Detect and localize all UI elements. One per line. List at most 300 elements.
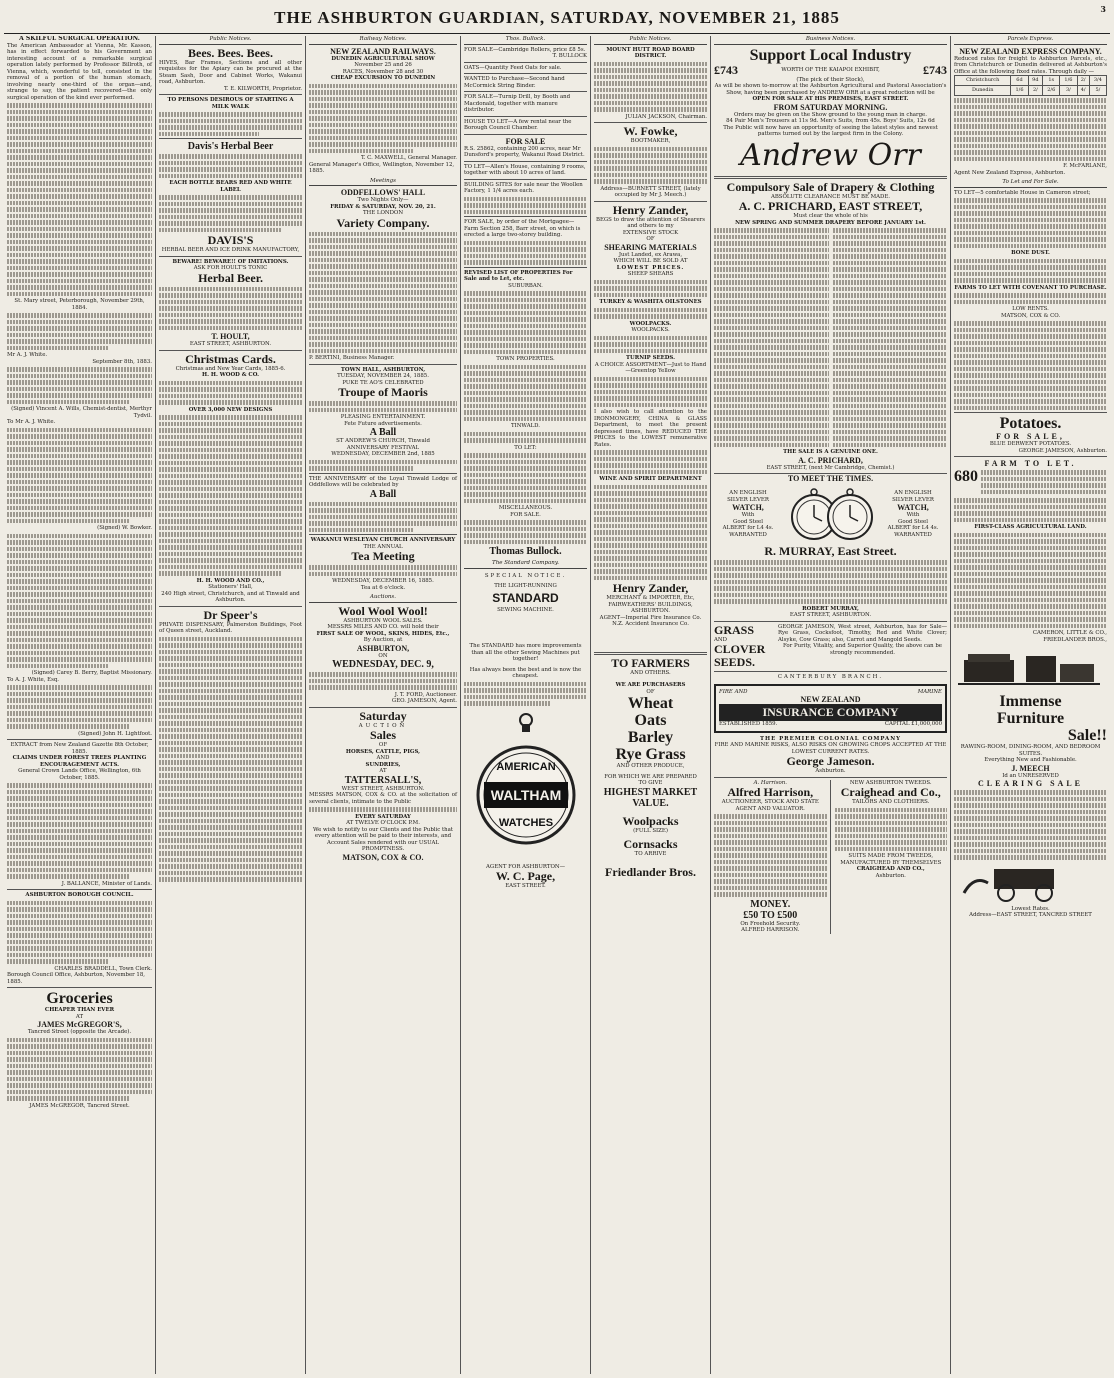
acres-680: 680 [954,468,978,485]
fete-notice: Fete Future advertisements. [344,420,422,427]
column-6 [711,36,951,1374]
town-properties: TOWN PROPERTIES. [496,356,555,362]
woolpacks: WOOLPACKS. [629,320,672,327]
two-nights: Two Nights Only— [357,197,409,203]
cornsacks: Cornsacks [623,837,678,851]
suburban: SUBURBAN. [508,282,543,289]
for-sale: FOR SALE [505,136,546,146]
woolpacks-2: WOOLPACKS. [631,327,670,333]
table-cell: 5/ [1089,86,1106,96]
standard-head: The Standard Company. [464,560,587,569]
table-cell: 3/4 [1089,76,1106,86]
table-cell: 4/ [1077,86,1089,96]
craighead-2: CRAIGHEAD AND CO., [856,866,925,872]
forest-claims: CLAIMS UNDER FOREST TREES PLANTING ENCOURAGEMENT ACTS. [12,755,147,768]
watch-ad-right [879,490,947,538]
rail-sign: T. C. MAXWELL, General Manager. [360,155,457,161]
with-2: With [906,512,920,518]
sundries: SUNDRIES, [365,761,401,768]
jameson-seeds: GEORGE JAMESON, West street, Ashburton, has for Sale—Rye Grass, Cocksfoot, Timothy, Red and White Clover; Alsyke, Cow Grass; also, Carrot and Mangold Seeds. [778,623,947,643]
letter-date: St. Mary street, Peterborough, November 29th, 1884. [14,298,145,311]
column-5 [591,36,711,1374]
wine-spirit: WINE AND SPIRIT DEPARTMENT [599,476,702,482]
wesleyan: WAKANUI WESLEYAN CHURCH ANNIVERSARY [310,537,456,543]
variety-company: Variety Company. [336,215,430,230]
ashburton: ASHBURTON, [356,643,410,653]
open-for-sale: OPEN FOR SALE AT HIS PREMISES, EAST STREET. [752,96,909,102]
harrison-head: A. Harrison. [753,779,787,786]
seeds: SEEDS. [714,655,756,669]
standard-text-2: Has always been the best and is now the cheapest. [469,666,582,679]
article-body [7,103,152,296]
purity: For Purity, Vitality, and Superior Quality, the above can be strongly recommended. [782,643,942,656]
notify-text: We wish to notify to our Clients and the Public that every attention will be paid to their interests, and Account Sales rendered with our USUAL PROMPTNESS. [313,826,453,852]
premier-colonial: THE PREMIER COLONIAL COMPANY [759,735,902,742]
tolet-head: To Let and For Sale. [954,179,1107,188]
wood-address: 240 High street, Christchurch, and at Tinwald and Ashburton. [161,590,300,603]
sale: Sale!! [1067,727,1107,744]
fowke-address: Address—BURNETT STREET, (lately occupied by Mr J. Meech.) [600,185,701,198]
pick-of-stock: (The pick of their Stock), [796,76,865,83]
value: VALUE. [632,797,669,809]
wool-sales: ASHBURTON WOOL SALES. [343,617,423,624]
bullock-head: Thos. Bullock. [464,36,587,45]
bees-text: HIVES, Bar Frames, Sections and all other requisites for the Apiary can be procured at the Steam Sash, Door and Cabinet Works, Wakanui road, Ashburton. [159,59,302,85]
craighead-address: Ashburton. [875,872,906,879]
zander-name-2: Henry Zander, [612,581,689,595]
carriage-cut [954,863,1107,903]
established: ESTABLISHED 1859. [719,721,778,727]
rye-grass: Rye Grass [615,746,686,763]
farm-to-let: FARM TO LET. [984,459,1077,468]
tattersalls: TATTERSALL'S, [344,774,422,786]
risks: FIRE AND MARINE RISKS, ALSO RISKS ON GROWING CROPS ACCEPTED AT THE LOWEST CURRENT RATES. [714,742,947,755]
nz-railways: NEW ZEALAND RAILWAYS. [330,46,436,56]
testimonial-3: To A. J. White, Esq. [7,676,60,683]
good-steel-2: Good Steel [898,518,928,525]
meech: J. MEECH [1011,763,1050,773]
for-sale-2: FOR SALE. [510,511,541,518]
a-ball-1: A Ball [369,427,397,438]
signed-4: (Signed) John H. Lightfoot. [78,730,152,737]
money: MONEY. [750,898,791,910]
oilstones: TURKEY & WASHITA OILSTONES [599,299,702,305]
cheap-excursion: CHEAP EXCURSION TO DUNEDIN [330,75,436,81]
furniture-cut [954,646,1107,690]
turnip-drill: FOR SALE—Turnip Drill, by Booth and Macdonald, together with manure distributor. [464,94,571,113]
watch-2: WATCH, [897,503,929,512]
columns [4,36,1110,1374]
good-steel: Good Steel [733,518,763,525]
west-street: WEST STREET, ASHBURTON. [341,785,425,792]
auctioneer: AUCTIONEER, STOCK AND STATE AGENT AND VALUATOR. [721,799,819,812]
prichard-east: A. C. PRICHARD, EAST STREET, [738,199,923,213]
table-cell: 2/6 [1043,86,1060,96]
grocer-address: Tancred Street (opposite the Arcade). [27,1029,132,1035]
tweeds: NEW ASHBURTON TWEEDS. [849,779,932,786]
jameson-address: Ashburton. [815,768,846,774]
table-cell: 1/6 [1060,76,1077,86]
for-sale-3: FOR SALE, [996,432,1065,441]
show-name: DUNEDIN AGRICULTURAL SHOW [331,55,435,62]
to-arrive: TO ARRIVE [634,851,667,857]
agent-for: AGENT FOR ASHBURTON— [486,863,565,870]
horses-cattle: HORSES, CATTLE, PIGS, [345,748,421,755]
albert-2: ALBERT for L4 4s. [887,525,939,531]
canterbury-branch: CANTERBURY BRANCH. [777,674,884,680]
public-notices-head-2: Public Notices. [594,36,707,45]
nz-express: NEW ZEALAND EXPRESS COMPANY. [959,46,1102,56]
watch-ad-left [714,490,782,538]
zander-name: Henry Zander, [612,202,689,217]
orr-notice: As will be shown to-morrow at the Ashburton Agricultural and Pastoral Association's Show, having been purchased by ANDREW ORR at a great reduction will be [714,83,947,96]
railway-head: Railway Notices. [309,36,457,45]
low-rents: LOW RENTS. [1012,306,1049,312]
friedlander-bros: Friedlander Bros. [605,864,696,879]
bees-heading: Bees. Bees. Bees. [188,45,273,60]
oddfellows-hall: ODDFELLOWS' HALL [340,188,426,197]
unreserved: Id an UNRESERVED [1002,772,1059,779]
clover: CLOVER [714,642,766,656]
meetings-head: Meetings [309,178,457,187]
choice-assortment: A CHOICE ASSORTMENT—Just to Hand—Greentop Yellow [594,361,707,374]
council-office: Borough Council Office, Ashburton, November 18, 1885. [7,972,145,985]
insurance-logo [714,684,947,733]
reduced-rates: Reduced rates for freight to Ashburton Parcels, etc., from Christchurch or Dunedin delivered at Ashburton's Office at the following fixed rates. Through daily — [954,55,1107,75]
groceries-at: AT [75,1013,84,1020]
and-others: AND OTHERS. [630,669,671,676]
stationers-hall: Stationers' Hall, [208,584,253,590]
andrew-orr-signature: Andrew Orr [740,137,921,173]
loyal-lodge: THE ANNIVERSARY of the Loyal Tinwald Lodge of Oddfellows will be celebrated by [309,475,457,488]
pleasing-entertainment: PLEASING ENTERTAINMENT. [340,414,426,420]
table-cell: 2/ [1077,76,1089,86]
borough-council: ASHBURTON BOROUGH COUNCIL. [25,892,134,898]
prepared: FOR WHICH WE ARE PREPARED [604,773,697,780]
marine-label: MARINE [917,688,942,695]
silver-lever: SILVER LEVER [727,496,769,503]
pocket-watch-icon [786,483,876,545]
jameson-agent: GEO. JAMESON, Agent. [391,698,457,704]
rail-office: General Manager's Office, Wellington, November 12, 1885. [309,161,455,174]
puke-te-ao: PUKE TE AO'S CELEBRATED [342,379,424,386]
auction: AUCTION [358,722,408,729]
price-right: £743 [922,62,947,77]
to-give: TO GIVE [638,780,663,786]
clearing-sale: CLEARING SALE [977,779,1083,788]
silver-lever-2: SILVER LEVER [892,496,934,503]
rooms: RAWING-ROOM, DINING-ROOM, AND BEDROOM SUITES. [960,744,1101,757]
surgical-intro: The American Ambassador at Vienna, Mr. Kasson, has in effect forwarded to his Government an interesting account of a remarkable surgical operation lately performed by Professor Billroth, of Vienna, which, wonderful to tell, consisted in the removal of a portion of the human stomach, involving nearly one-third of the organ—and, strange to say, the patient recovered—the only surgical operation of the kind ever performed. [7,42,152,101]
immense: Immense [999,693,1062,710]
will-be-sold: WHICH WILL BE SOLD AT [613,258,688,264]
wood-name-2: H. H. WOOD AND CO., [196,577,265,584]
prichard-name-2: A. C. PRICHARD, [798,455,863,465]
warranted: WARRANTED [729,531,767,538]
bootmaker: BOOTMAKER, [630,138,671,144]
by-auction: By Auction, at [363,637,403,643]
ford-auctioneer: J. T. FORD, Auctioneer. [394,691,457,698]
table-row [955,86,1107,96]
beware: BEWARE! BEWARE!! OF IMITATIONS. [172,258,289,265]
farms-to-let: FARMS TO LET WITH COVENANT TO PURCHASE. [954,284,1107,291]
oats-sale: OATS—Quantity Feed Oats for sale. [464,64,562,71]
murray-address: EAST STREET, ASHBURTON. [789,612,872,618]
bone-dust: BONE DUST. [1011,250,1050,256]
of: OF [378,742,388,748]
other-produce: AND OTHER PRODUCE, [616,763,685,769]
hutt-sign: JULIAN JACKSON, Chairman. [625,113,707,120]
special-notice: SPECIAL NOTICE. [484,572,567,579]
extensive-stock: EXTENSIVE STOCK [622,229,679,236]
town-clerk: CHARLES BRADDELL, Town Clerk. [54,965,152,972]
gazette-extract: EXTRACT from New Zealand Gazette 8th October, 1885. [10,742,149,755]
testimonial-date: September 8th, 1883. [92,358,152,365]
grocer-footer: JAMES McGREGOR, Tancred Street. [29,1102,130,1109]
column-4 [461,36,591,1374]
tea-time: Tea at 6 o'clock. [360,584,406,591]
and: AND [376,755,390,761]
wednesday-dec: WEDNESDAY, DEC. 9, [332,659,434,670]
annual: THE ANNUAL [363,543,403,550]
wheat: Wheat [627,695,674,712]
grass-clover-seeds [714,624,772,670]
sales: Sales [369,728,396,742]
new-spring: NEW SPRING AND SUMMER DRAPERY BEFORE JANUARY 1st. [735,219,926,226]
maori-date: TUESDAY, NOVEMBER 24, 1885. [337,373,429,379]
bullock-sign: T. BULLOCK [552,53,587,59]
tolet-cameron: TO LET—5 comfortable House in Cameron street; [954,189,1091,196]
craighead-ad [835,780,948,934]
davis-heading: Davis's Herbal Beer [187,141,274,152]
signed-3: (Signed) Carey B. Berry, Baptist Missionary. [31,670,152,676]
of-2: OF [646,688,655,695]
page-number: 3 [1100,4,1106,14]
christmas-cards: Christmas Cards. [185,351,276,366]
table-cell: 9d [1028,76,1043,86]
suits-made: SUITS MADE FROM TWEEDS, [848,853,934,859]
speer-heading: Dr Speer's [203,607,258,622]
matson-notice: MESSRS MATSON, COX & CO. at the solicitation of several clients, intimate to the Public [309,792,457,805]
full-size: (FULL SIZE) [633,827,668,834]
potatoes: Potatoes. [999,415,1062,432]
an-english-2: AN ENGLISH [894,490,932,496]
turnip-seeds: TURNIP SEEDS. [626,355,675,361]
every-saturday: EVERY SATURDAY [355,813,411,820]
town-hall: TOWN HALL, ASHBURTON, [340,366,426,373]
masthead [4,4,1110,34]
shearing-materials: SHEARING MATERIALS [604,242,697,252]
rates-table [954,75,1107,96]
table-cell: 1s [1043,76,1060,86]
auctions-head: Auctions. [309,594,457,603]
festival-date: WEDNESDAY, DECEMBER 2nd, 1885 [331,451,435,457]
to-let-2: TO LET: [514,444,537,451]
friedlander-2: FRIEDLANDER BROS., [1043,636,1107,643]
table-cell: 6d [1011,76,1028,86]
at: AT [379,768,387,774]
a-ball-2: A Ball [369,488,397,500]
fowke-name: W. Fowke, [623,124,678,138]
with: With [741,512,755,518]
christmas-sub: Christmas and New Year Cards, 1885-6. [175,365,286,372]
lowest-rates: Lowest Rates. [1011,905,1050,912]
murray-east: R. MURRAY, East Street. [764,544,897,558]
variety-dates: FRIDAY & SATURDAY, NOV. 20, 21. [330,203,436,210]
robert-murray: ROBERT MURRAY, [802,605,859,612]
support-local: Support Local Industry [749,46,912,64]
furniture: Furniture [996,710,1065,727]
sewing-machine: SEWING MACHINE. [497,606,554,613]
nz-label: NEW ZEALAND [800,695,861,704]
masthead-title: THE ASHBURTON GUARDIAN, SATURDAY, NOVEMBER 21, 1885 [274,8,840,28]
business-manager: P. BERTINI, Business Manager. [309,355,395,361]
watch: WATCH, [732,503,764,512]
oats: Oats [634,712,667,729]
crown-lands-office: General Crown Lands Office, Wellington, 6th October, 1885. [18,768,141,781]
light-running: THE LIGHT-RUNNING [494,583,557,589]
absolute-clearance: ABSOLUTE CLEARANCE MUST BE MADE. [770,193,891,200]
an-english: AN ENGLISH [729,490,767,496]
the-london: THE LONDON [362,210,404,216]
table-cell: 2/ [1028,86,1043,96]
anniversary-festival: ANNIVERSARY FESTIVAL [346,444,420,451]
show-date: November 25 and 26 [354,62,412,68]
to-farmers: TO FARMERS [611,655,690,670]
groceries-heading: Groceries [46,990,113,1007]
cheaper-than-ever: CHEAPER THAN EVER [44,1007,115,1013]
fire-label: FIRE AND [719,688,748,695]
column-1 [4,36,156,1374]
miscellaneous: MISCELLANEOUS. [498,505,553,511]
highest-market: HIGHEST MARKET [603,786,698,798]
purchasers: WE ARE PURCHASERS [615,682,686,688]
table-cell: 3/ [1060,86,1077,96]
wanted-binder: WANTED to Purchase—Second hand McCormick String Binder. [464,76,565,89]
tea-date: WEDNESDAY, DECEMBER 16, 1885. [332,578,434,584]
thomas-bullock: Thomas Bullock. [489,546,562,557]
lowest-prices: LOWEST PRICES. [616,264,685,271]
speer-sub: PRIVATE DISPENSARY, Palmerston Buildings, Foot of Queen street, Auckland. [159,621,302,634]
troupe-of-maoris: Troupe of Maoris [338,385,428,399]
on: ON [378,652,388,659]
standard-name: STANDARD [492,590,559,605]
must-clear: Must clear the whole of his [793,213,868,219]
table-row [955,76,1107,86]
house-to-let: HOUSE TO LET—A few rental near the Borough Council Chamber. [464,118,572,131]
meet-the-times: TO MEET THE TIMES. [714,473,947,483]
harrison-sign: ALFRED HARRISON. [741,927,800,933]
george-jameson-2: GEORGE JAMESON, Ashburton. [1018,447,1107,454]
ask-for: ASK FOR HOULT'S TONIC [193,265,268,271]
prichard-address: EAST STREET, (next Mr Cambridge, Chemist.) [766,464,895,471]
grocer-name: JAMES McGREGOR'S, [37,1020,122,1029]
mcfarlane-sub: Agent New Zealand Express, Ashburton. [954,169,1066,176]
price-left: £743 [714,62,738,77]
matson-cox-2: MATSON, COX & CO. [1000,312,1061,319]
davis-manufactory: HERBAL BEER AND ICE DRINK MANUFACTORY, [161,247,300,253]
for-sale-text: R.S. 25862, containing 200 acres, near Mr Dunsford's property, Wakanui Road District. [464,145,585,158]
wood-name: H. H. WOOD & CO. [202,372,259,378]
hoult-name: T. HOULT, [211,332,250,341]
signed-1: (Signed) Vincent A. Wills, Chemist-dentist, Merthyr Tydvil. [11,406,152,419]
signed-2: (Signed) W. Bowker. [97,525,152,531]
zander-draw: BEGS to draw the attention of Shearers and others to my [595,216,705,229]
warranted-2: WARRANTED [894,531,932,538]
column-7 [951,36,1110,1374]
waltham-watch-logo [476,710,576,860]
money-amount: £50 TO £500 [743,909,798,921]
bees-sign: T. E. KILWORTH, Proprietor. [223,85,302,92]
tailors: TAILORS AND CLOTHIERS. [852,799,930,805]
svg-text:WATCHES: WATCHES [498,816,553,829]
and: AND [714,636,727,643]
public-opportunity: The Public will now have an opportunity of seeing the latest styles and newest patterns turned out by the largest firm in the Colony. [723,124,938,137]
craighead: Craighead and Co., [840,785,941,799]
of: OF [646,236,655,242]
column-3 [306,36,461,1374]
cameron-little: CAMERON, LITTLE & CO., [1032,630,1107,636]
twelve-oclock: AT TWELVE O'CLOCK P.M. [346,820,420,826]
parcels-head: Parcels Express. [954,36,1107,45]
tea-meeting: Tea Meeting [351,549,415,563]
wool-heading: Wool Wool Wool! [338,603,428,618]
mortgagee-sale: FOR SALE, by order of the Mortgagee—Farm Section 258, Barr street, on which is erected a large two-storey building. [464,219,581,238]
table-cell: 1/6 [1011,86,1028,96]
to-let: TO LET—Allen's House, containing 9 rooms, together with about 10 acres of land. [464,163,586,176]
revised-list: REVISED LIST OF PROPERTIES For Sale and to Let, etc. [464,269,573,282]
manufactured: MANUFACTURED BY THEMSELVES [840,859,942,866]
sale-rollers: FOR SALE—Cambridge Rollers, price £8 5s. [464,46,586,53]
minister: J. BALLANCE, Minister of Lands. [61,880,152,887]
testimonial-2: To Mr A. J. White. [7,419,56,425]
george-jameson: George Jameson. [786,754,875,768]
new-designs: OVER 3,000 NEW DESIGNS [188,406,273,413]
table-cell: Christchurch [955,76,1011,86]
building-sites: BUILDING SITES for sale near the Woollen Factory, 1 1/4 acres each. [464,181,583,194]
blue-derwent: BLUE DERWENT POTATOES. [989,441,1072,447]
surgical-heading: A SKILFUL SURGICAL OPERATION. [19,36,140,42]
orders: Orders may be given on the Show ground to the young man in charge. [734,111,927,118]
meech-address: Address—EAST STREET, TANCRED STREET [969,912,1092,918]
standard-text: The STANDARD has more improvements than all the other Sewing Machines put together! [469,643,582,662]
sheep-shears: SHEEP SHEARS [627,271,674,277]
page-address: EAST STREET. [505,883,546,889]
grass: GRASS [714,622,755,637]
ironmongery: I also wish to call attention to the IRONMONGERY, CHINA & GLASS Department, to meet the present depressed times, have REDUCED THE PRICES to the LOWEST remunerative Rates. [594,409,707,448]
freehold: On Freehold Security. [740,920,801,927]
svg-text:WALTHAM: WALTHAM [490,786,561,803]
miles-co: MESSRS MILES AND CO. will hold their [327,624,439,630]
wc-page: W. C. Page, [495,869,556,883]
compulsory-sale: Compulsory Sale of Drapery & Clothing [726,179,935,194]
kaiapoi-exhibit: WORTH OF THE KAIAPOI EXHIBIT, [781,66,880,73]
saturday: Saturday [359,708,407,723]
mount-hutt: MOUNT HUTT ROAD BOARD DISTRICT. [606,46,695,59]
first-sale: FIRST SALE OF WOOL, SKINS, HIDES, Etc., [316,630,450,637]
tinwald: TINWALD. [510,423,541,429]
barley: Barley [627,729,674,746]
races: RACES, November 28 and 30 [342,68,424,75]
harrison-ad [714,780,831,934]
zander-agent: AGENT—Imperial Fire Insurance Co. N.Z. Accident Insurance Co. [599,614,702,627]
davis-label: EACH BOTTLE BEARS RED AND WHITE LABEL [169,180,292,193]
trousers-suits: 84 Pair Men's Trousers at 11s 9d. Men's Suits, from 45s. Boys' Suits, 12s 6d [726,118,935,124]
column-2 [156,36,306,1374]
albert: ALBERT for L4 4s. [722,525,774,531]
woolpacks-3: Woolpacks [622,813,679,828]
alfred-harrison: Alfred Harrison, [727,785,814,799]
